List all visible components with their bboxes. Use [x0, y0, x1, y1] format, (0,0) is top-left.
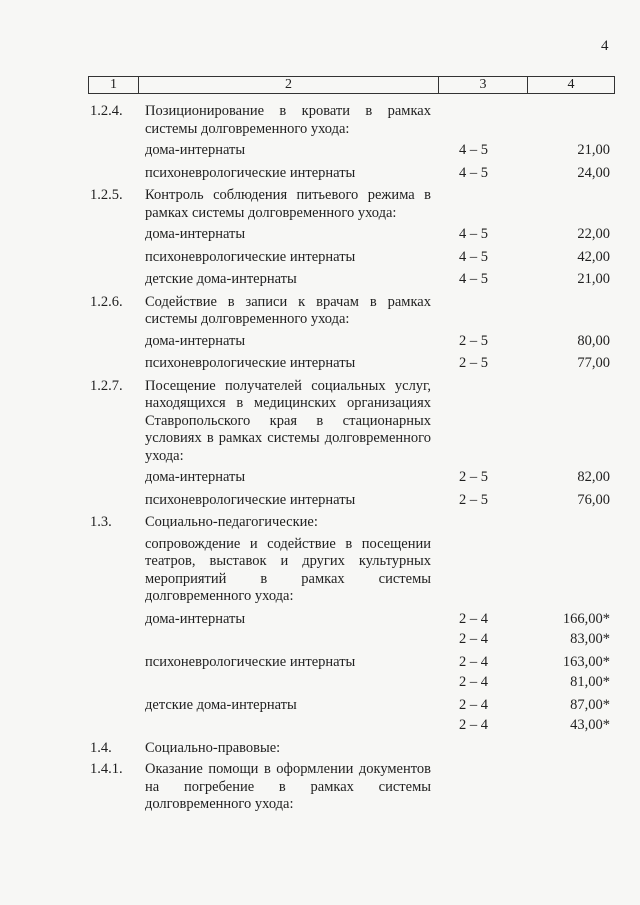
table-row [88, 271, 610, 289]
row-price: 82,00 [577, 469, 610, 485]
section-heading [88, 187, 610, 222]
table-row [88, 226, 610, 244]
table-row [88, 611, 610, 629]
row-price: 81,00* [570, 674, 610, 690]
row-price: 43,00* [570, 717, 610, 733]
page-number: 4 [601, 38, 609, 54]
row-price: 163,00* [562, 653, 610, 670]
section-title: Содействие в записи к врачам в рамках системы долговременного ухода: [145, 293, 431, 327]
table-row [88, 492, 610, 510]
section-heading [88, 740, 610, 758]
table-row [88, 717, 610, 735]
row-label: психоневрологические интернаты [145, 653, 356, 670]
section-number: 1.4.1. [90, 761, 123, 777]
row-frequency: 2 – 5 [459, 332, 488, 349]
table-row [88, 165, 610, 183]
row-label: психоневрологические интернаты [145, 491, 356, 508]
column-header-row [88, 76, 615, 94]
row-price: 166,00* [562, 610, 610, 627]
row-frequency: 4 – 5 [459, 142, 488, 158]
column-header-4: 4 [528, 77, 615, 94]
row-label: психоневрологические интернаты [145, 164, 356, 181]
row-price: 42,00 [577, 248, 610, 265]
table-row [88, 355, 610, 373]
section-title: Посещение получателей социальных услуг, находящихся в медицинских организациях Ставропольского края в стационарных условиях в рамках системы долговременного ухода: [145, 377, 431, 464]
section-subtitle: сопровождение и содействие в посещении театров, выставок и других культурных мероприятий в рамках системы долговременного ухода: [145, 535, 431, 604]
row-frequency: 4 – 5 [459, 248, 488, 265]
table-row [88, 469, 610, 487]
row-frequency: 2 – 4 [459, 674, 488, 690]
table-row [88, 333, 610, 351]
row-price: 80,00 [577, 332, 610, 349]
row-label: дома-интернаты [145, 142, 246, 158]
section-heading [88, 514, 610, 532]
row-frequency: 2 – 5 [459, 469, 488, 485]
section-number: 1.2.4. [90, 103, 123, 119]
row-frequency: 4 – 5 [459, 271, 488, 287]
section-number: 1.2.6. [90, 293, 123, 310]
section-title: Оказание помощи в оформлении документов на погребение в рамках системы долговременного ухода: [145, 761, 431, 812]
row-label: детские дома-интернаты [145, 271, 297, 287]
row-frequency: 2 – 4 [459, 717, 488, 733]
row-label: психоневрологические интернаты [145, 355, 356, 371]
row-frequency: 4 – 5 [459, 164, 488, 181]
column-header-1: 1 [89, 77, 139, 94]
row-price: 21,00 [577, 271, 610, 287]
section-heading [88, 294, 610, 329]
row-frequency: 4 – 5 [459, 226, 488, 242]
row-price: 77,00 [577, 355, 610, 371]
row-frequency: 2 – 4 [459, 696, 488, 713]
column-header-2: 2 [139, 77, 439, 94]
table-row [88, 654, 610, 672]
section-title: Контроль соблюдения питьевого режима в рамках системы долговременного ухода: [145, 187, 431, 221]
row-frequency: 2 – 4 [459, 631, 488, 647]
row-label: детские дома-интернаты [145, 696, 297, 713]
table-row [88, 697, 610, 715]
section-number: 1.2.5. [90, 187, 123, 203]
table-row [88, 249, 610, 267]
row-label: дома-интернаты [145, 332, 246, 349]
row-frequency: 2 – 4 [459, 653, 488, 670]
table-row [88, 631, 610, 649]
section-heading [88, 103, 610, 138]
row-label: психоневрологические интернаты [145, 248, 356, 265]
row-label [145, 717, 431, 735]
row-label: дома-интернаты [145, 226, 246, 242]
tariff-table-body [88, 103, 610, 818]
section-number: 1.2.7. [90, 377, 123, 394]
section-number: 1.4. [90, 739, 112, 756]
row-price: 21,00 [577, 142, 610, 158]
section-number: 1.3. [90, 514, 112, 530]
section-heading [88, 761, 610, 814]
row-price: 24,00 [577, 164, 610, 181]
row-frequency: 2 – 4 [459, 610, 488, 627]
section-title: Социально-правовые: [145, 739, 281, 756]
row-frequency: 2 – 5 [459, 355, 488, 371]
column-header-3: 3 [439, 77, 528, 94]
row-label: дома-интернаты [145, 469, 246, 485]
row-price: 83,00* [570, 631, 610, 647]
row-frequency: 2 – 5 [459, 491, 488, 508]
row-label [145, 631, 431, 649]
row-label: дома-интернаты [145, 610, 246, 627]
row-price: 87,00* [570, 696, 610, 713]
section-heading [88, 378, 610, 466]
row-label [145, 674, 431, 692]
table-row [88, 674, 610, 692]
section-title: Социально-педагогические: [145, 514, 318, 530]
row-price: 22,00 [577, 226, 610, 242]
row-price: 76,00 [577, 491, 610, 508]
table-row [88, 142, 610, 160]
section-title: Позиционирование в кровати в рамках системы долговременного ухода: [145, 103, 431, 137]
section-subtitle-row [88, 536, 610, 606]
